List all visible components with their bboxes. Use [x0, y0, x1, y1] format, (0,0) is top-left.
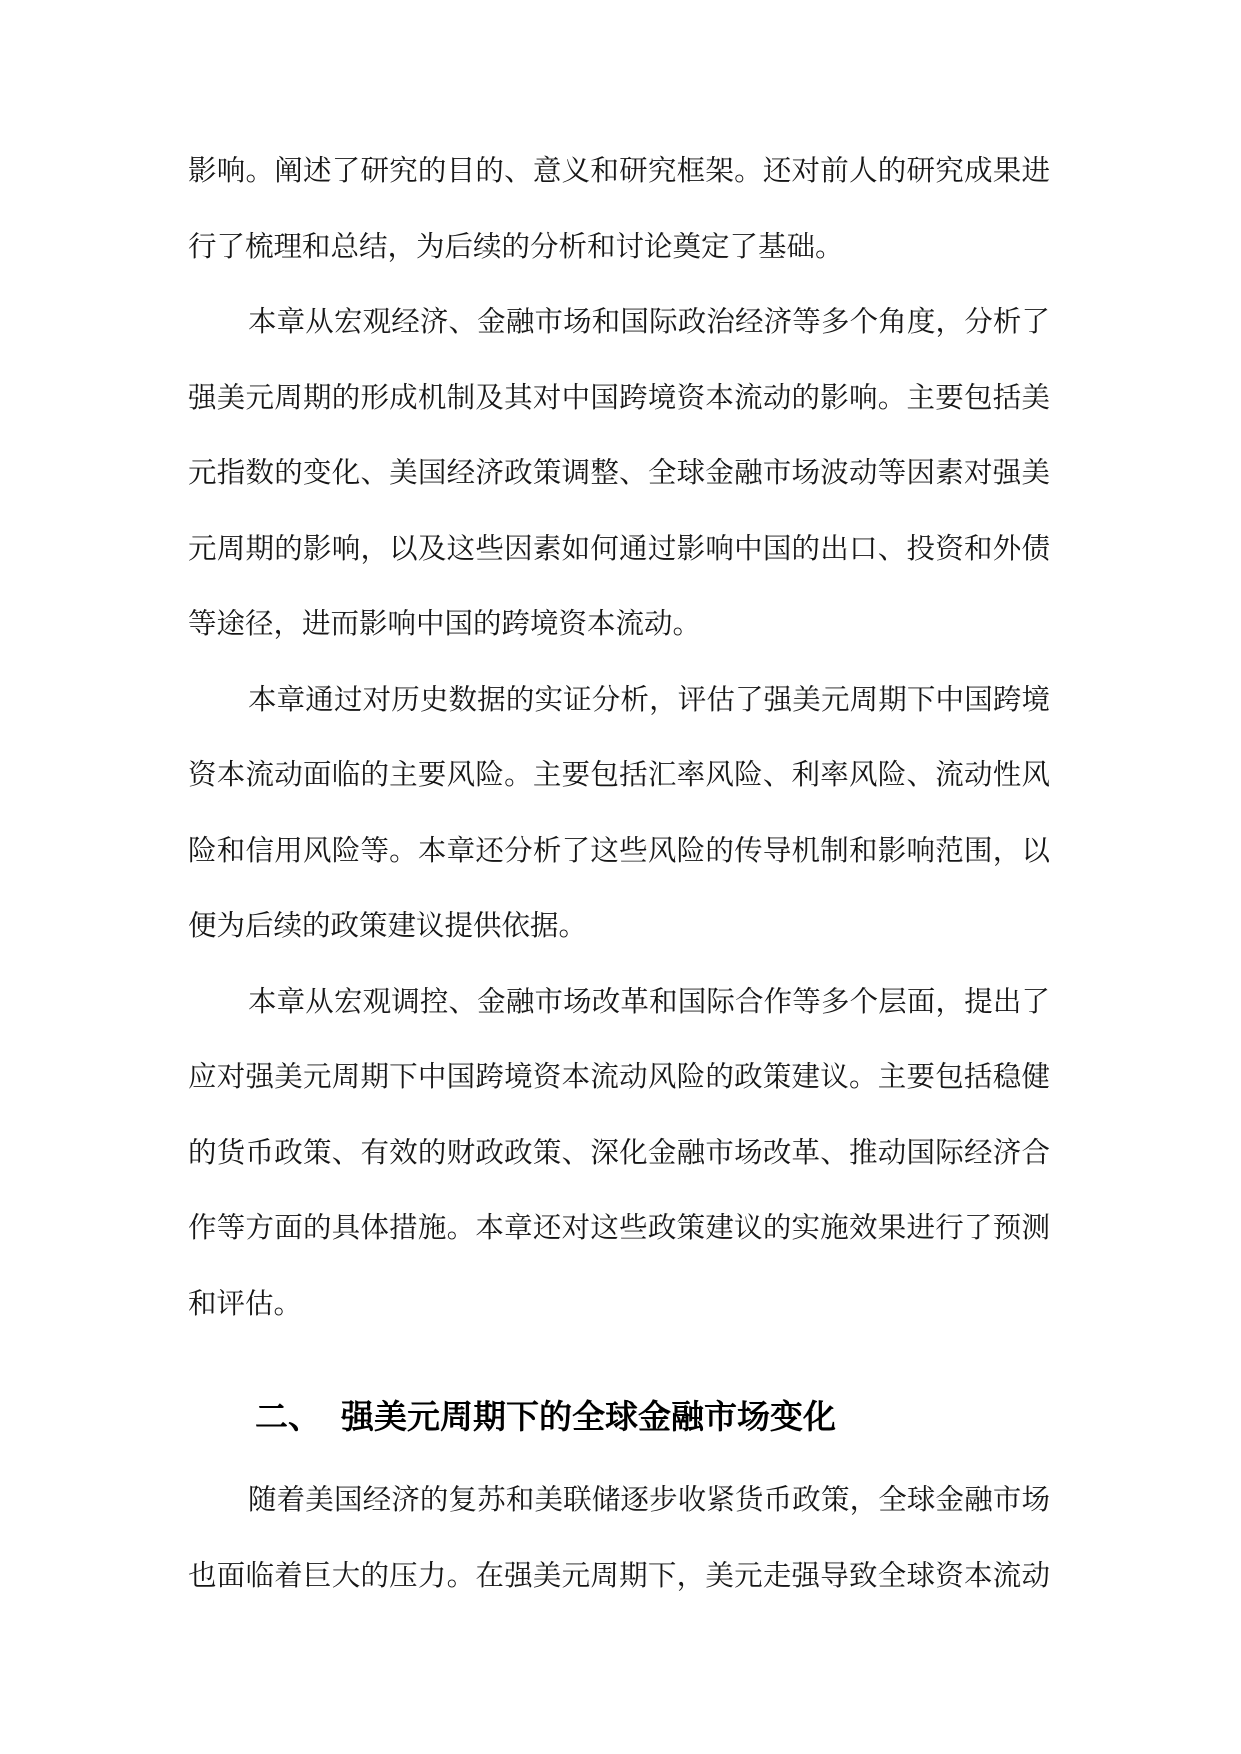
- section-heading: [255, 1373, 1050, 1463]
- text-line: 行了梳理和总结，为后续的分析和讨论奠定了基础。: [188, 231, 844, 263]
- section-heading-title: 强美元周期下的全球金融市场变化: [341, 1400, 836, 1436]
- text-line: 本章从宏观调控、金融市场改革和国际合作等多个层面，提出了: [248, 986, 1050, 1018]
- text-line: 险和信用风险等。本章还分析了这些风险的传导机制和影响范围，以: [188, 835, 1050, 867]
- body-section-after-heading: [188, 1463, 1050, 1614]
- text-line: 的货币政策、有效的财政政策、深化金融市场改革、推动国际经济合: [188, 1137, 1050, 1169]
- body-section-before-heading: [188, 134, 1050, 1342]
- text-line: 等途径，进而影响中国的跨境资本流动。: [188, 609, 702, 640]
- document-text-area: [188, 134, 1050, 1614]
- text-line: 作等方面的具体措施。本章还对这些政策建议的实施效果进行了预测: [188, 1213, 1050, 1244]
- text-line: 影响。阐述了研究的目的、意义和研究框架。还对前人的研究成果进: [188, 156, 1050, 187]
- text-line: 本章通过对历史数据的实证分析，评估了强美元周期下中国跨境: [248, 684, 1050, 716]
- text-line: 便为后续的政策建议提供依据。: [188, 911, 588, 942]
- text-line: 应对强美元周期下中国跨境资本流动风险的政策建议。主要包括稳健: [188, 1062, 1050, 1093]
- text-line: 强美元周期的形成机制及其对中国跨境资本流动的影响。主要包括美: [188, 382, 1050, 414]
- text-line: 元周期的影响，以及这些因素如何通过影响中国的出口、投资和外债: [188, 533, 1050, 565]
- text-line: 元指数的变化、美国经济政策调整、全球金融市场波动等因素对强美: [188, 458, 1050, 489]
- section-heading-number: 二、: [255, 1400, 321, 1436]
- text-line: 和评估。: [188, 1288, 303, 1320]
- text-line: 资本流动面临的主要风险。主要包括汇率风险、利率风险、流动性风: [188, 760, 1050, 791]
- text-line: 也面临着巨大的压力。在强美元周期下，美元走强导致全球资本流动: [188, 1560, 1050, 1592]
- text-line: 随着美国经济的复苏和美联储逐步收紧货币政策，全球金融市场: [248, 1485, 1050, 1516]
- text-line: 本章从宏观经济、金融市场和国际政治经济等多个角度，分析了: [248, 307, 1050, 338]
